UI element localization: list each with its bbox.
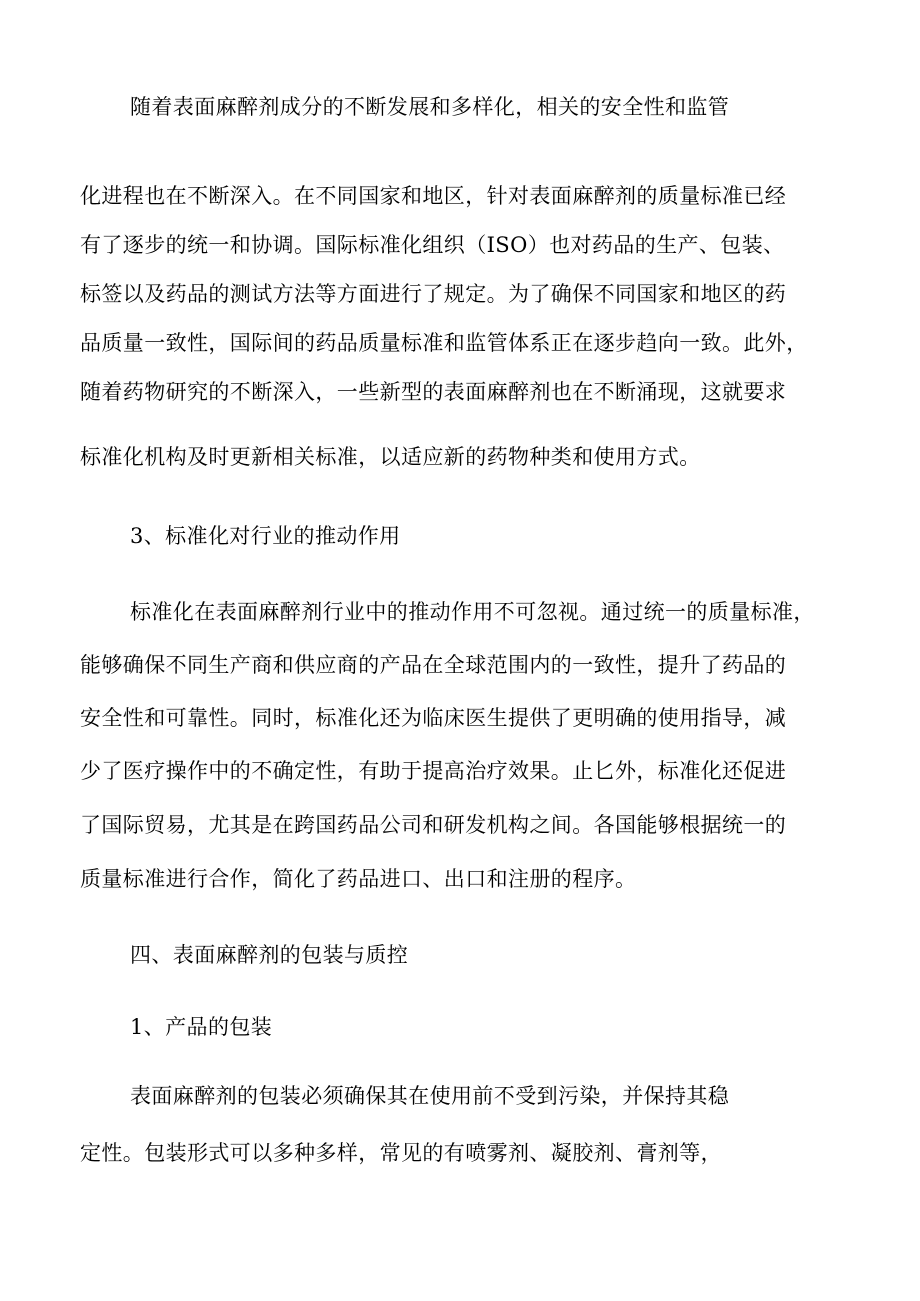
paragraph-line: 标准化在表面麻醉剂行业中的推动作用不可忽视。通过统一的质量标准，: [130, 600, 815, 624]
paragraph-line: 品质量一致性，国际间的药品质量标准和监管体系正在逐步趋向一致。此外，: [80, 331, 808, 355]
paragraph-line: 化进程也在不断深入。在不同国家和地区，针对表面麻醉剂的质量标准已经: [80, 184, 787, 208]
paragraph-line: 标准化机构及时更新相关标准，以适应新的药物种类和使用方式。: [80, 445, 701, 469]
paragraph-line: 随着表面麻醉剂成分的不断发展和多样化，相关的安全性和监管: [130, 95, 730, 119]
paragraph-line: 安全性和可靠性。同时，标准化还为临床医生提供了更明确的使用指导，减: [80, 706, 787, 730]
paragraph-line: 随着药物研究的不断深入，一些新型的表面麻醉剂也在不断涌现，这就要求: [80, 380, 787, 404]
paragraph-line: 标签以及药品的测试方法等方面进行了规定。为了确保不同国家和地区的药: [80, 282, 787, 306]
paragraph-line: 有了逐步的统一和协调。国际标准化组织（ISO）也对药品的生产、包装、: [80, 233, 785, 257]
section-heading: 3、标准化对行业的推动作用: [130, 524, 401, 548]
paragraph-line: 质量标准进行合作，简化了药品进口、出口和注册的程序。: [80, 867, 637, 891]
paragraph-line: 了国际贸易，尤其是在跨国药品公司和研发机构之间。各国能够根据统一的: [80, 813, 787, 837]
section-heading: 1、产品的包装: [130, 1015, 273, 1039]
paragraph-line: 少了医疗操作中的不确定性，有助于提高治疗效果。止匕外，标准化还促进: [80, 759, 787, 783]
paragraph-line: 能够确保不同生产商和供应商的产品在全球范围内的一致性，提升了药品的: [80, 653, 787, 677]
chapter-heading: 四、表面麻醉剂的包装与质控: [130, 943, 409, 967]
paragraph-line: 表面麻醉剂的包装必须确保其在使用前不受到污染，并保持其稳: [130, 1084, 730, 1108]
paragraph-line: 定性。包装形式可以多种多样，常见的有喷雾剂、凝胶剂、膏剂等，: [80, 1141, 722, 1165]
